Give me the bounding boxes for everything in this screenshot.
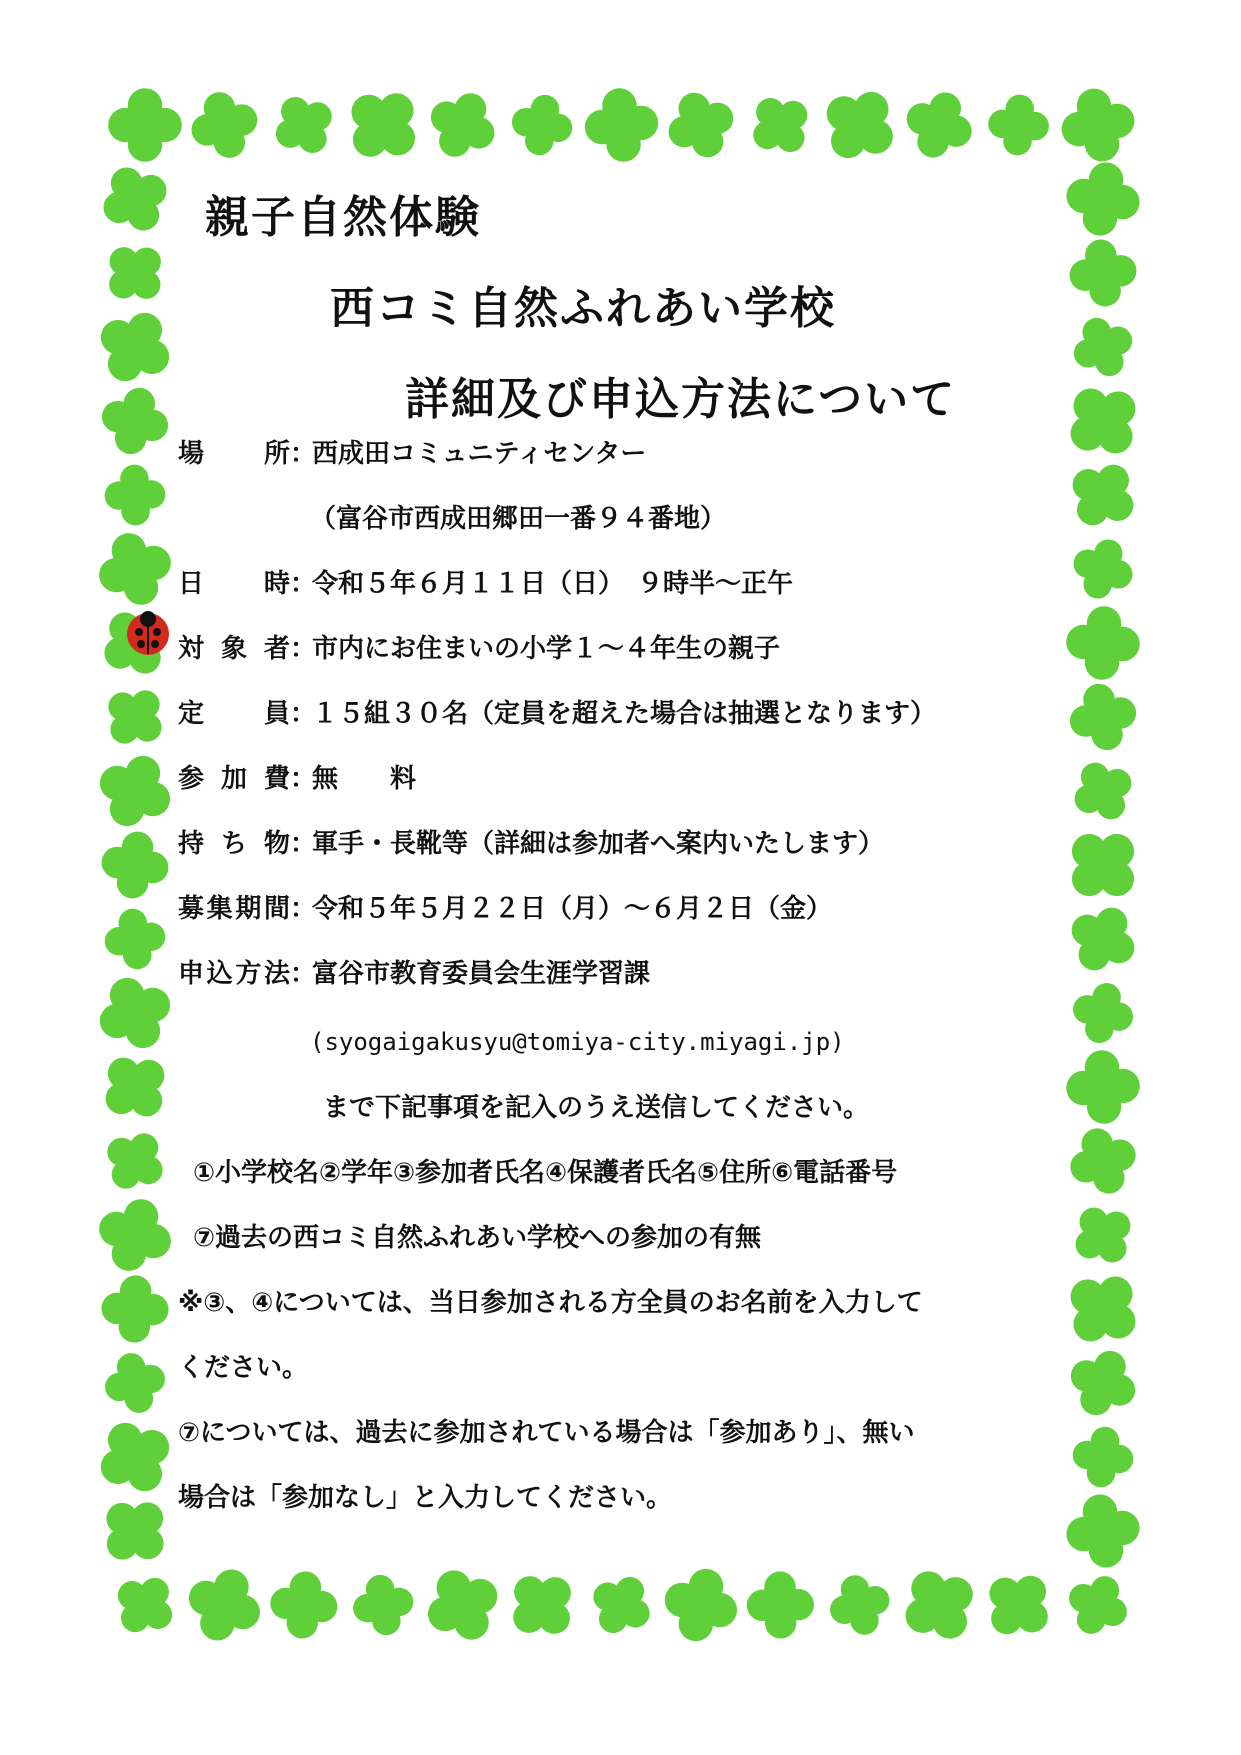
details-heading: 詳細及び申込方法について	[405, 374, 957, 425]
application-instruction: まで下記事項を記入のうえ送信してください。	[323, 1093, 870, 1123]
event-name-title: 西コミ自然ふれあい学校	[330, 283, 836, 334]
four-leaf-clover-icon	[413, 1556, 512, 1655]
four-leaf-clover-icon	[331, 73, 435, 177]
required-fields-line2: ⑦過去の西コミ自然ふれあい学校への参加の有無	[193, 1223, 762, 1253]
four-leaf-clover-icon	[738, 82, 823, 167]
four-leaf-clover-icon	[262, 83, 346, 167]
four-leaf-clover-icon	[888, 1554, 990, 1656]
four-leaf-clover-icon	[1066, 236, 1141, 311]
four-leaf-clover-icon	[101, 905, 170, 974]
apply-row	[178, 961, 650, 987]
capacity-label: 定 員	[178, 699, 290, 729]
four-leaf-clover-icon	[86, 964, 183, 1061]
four-leaf-clover-icon	[183, 83, 266, 166]
four-leaf-clover-icon	[581, 85, 662, 166]
apply-value: 富谷市教育委員会生涯学習課	[312, 959, 651, 989]
target-label: 対象者	[178, 634, 290, 664]
period-label: 募集期間	[178, 894, 290, 924]
four-leaf-clover-icon	[1062, 750, 1145, 833]
four-leaf-clover-icon	[92, 230, 178, 316]
required-fields-line1: ①小学校名②学年③参加者氏名④保護者氏名⑤住所⑥電話番号	[193, 1158, 898, 1188]
four-leaf-clover-icon	[1064, 604, 1141, 681]
four-leaf-clover-icon	[92, 674, 178, 760]
four-leaf-clover-icon	[177, 1557, 272, 1652]
four-leaf-clover-icon	[104, 464, 167, 527]
colon: ：	[290, 634, 317, 664]
four-leaf-clover-icon	[94, 380, 175, 461]
four-leaf-clover-icon	[1059, 1339, 1147, 1427]
four-leaf-clover-icon	[100, 1274, 170, 1344]
four-leaf-clover-icon	[1058, 1565, 1139, 1646]
four-leaf-clover-icon	[1060, 1118, 1145, 1203]
four-leaf-clover-icon	[418, 80, 508, 170]
place-address: （富谷市西成田郷田一番９４番地）	[310, 504, 727, 534]
target-value: 市内にお住まいの小学１～４年生の親子	[312, 634, 781, 664]
four-leaf-clover-icon	[971, 1558, 1066, 1653]
four-leaf-clover-icon	[580, 1563, 663, 1646]
place-value: 西成田コミュニティセンター	[312, 439, 647, 469]
apply-label: 申込方法	[178, 959, 290, 989]
application-email: (syogaigakusyu@tomiya-city.miyagi.jp)	[310, 1028, 845, 1056]
four-leaf-clover-icon	[986, 93, 1051, 158]
four-leaf-clover-icon	[348, 1569, 419, 1640]
datetime-row	[178, 571, 793, 597]
four-leaf-clover-icon	[896, 82, 982, 168]
four-leaf-clover-icon	[1051, 369, 1155, 473]
four-leaf-clover-icon	[1064, 530, 1141, 607]
period-row	[178, 896, 832, 922]
note1-line1: ※③、④については、当日参加される方全員のお名前を入力して	[178, 1288, 923, 1318]
four-leaf-clover-icon	[267, 1569, 340, 1642]
four-leaf-clover-icon	[1063, 677, 1144, 758]
period-value: 令和５年５月２２日（月）～６月２日（金）	[312, 894, 833, 924]
datetime-label: 日 時	[178, 569, 290, 599]
datetime-value: 令和５年６月１１日（日） ９時半～正午	[312, 569, 794, 599]
colon: ：	[290, 439, 317, 469]
four-leaf-clover-icon	[822, 1567, 898, 1643]
target-row	[178, 636, 780, 662]
items-row	[178, 831, 884, 857]
four-leaf-clover-icon	[746, 1571, 814, 1639]
fee-value: 無 料	[312, 764, 417, 794]
four-leaf-clover-icon	[90, 154, 181, 245]
four-leaf-clover-icon	[1063, 307, 1143, 387]
items-value: 軍手・長靴等（詳細は参加者へ案内いたします）	[312, 829, 885, 859]
four-leaf-clover-icon	[1057, 893, 1148, 984]
note1-line2: ください。	[178, 1353, 309, 1383]
four-leaf-clover-icon	[86, 742, 183, 839]
four-leaf-clover-icon	[1061, 157, 1145, 241]
capacity-value: １５組３０名（定員を超えた場合は抽選となります）	[312, 699, 937, 729]
four-leaf-clover-icon	[657, 81, 744, 168]
four-leaf-clover-icon	[88, 1040, 183, 1135]
colon: ：	[290, 699, 317, 729]
four-leaf-clover-icon	[495, 1558, 590, 1653]
event-category-title: 親子自然体験	[205, 192, 481, 243]
four-leaf-clover-icon	[1061, 1489, 1145, 1573]
four-leaf-clover-icon	[97, 827, 173, 903]
place-row	[178, 441, 646, 467]
four-leaf-clover-icon	[808, 74, 911, 177]
four-leaf-clover-icon	[1067, 977, 1140, 1050]
four-leaf-clover-icon	[1064, 1048, 1141, 1125]
colon: ：	[290, 894, 317, 924]
four-leaf-clover-icon	[1051, 1257, 1155, 1361]
four-leaf-clover-icon	[93, 1119, 177, 1203]
place-label: 場 所	[178, 439, 290, 469]
four-leaf-clover-icon	[1051, 813, 1155, 917]
note2-line1: ⑦については、過去に参加されている場合は「参加あり」、無い	[178, 1418, 915, 1448]
four-leaf-clover-icon	[656, 1560, 746, 1650]
items-label: 持ち物	[178, 829, 290, 859]
fee-label: 参加費	[178, 764, 290, 794]
four-leaf-clover-icon	[98, 1346, 172, 1420]
four-leaf-clover-icon	[108, 88, 182, 162]
colon: ：	[290, 569, 317, 599]
four-leaf-clover-icon	[1056, 448, 1150, 542]
capacity-row	[178, 701, 936, 727]
four-leaf-clover-icon	[1054, 81, 1141, 168]
four-leaf-clover-icon	[1061, 1193, 1146, 1278]
note2-line2: 場合は「参加なし」と入力してください。	[178, 1483, 673, 1513]
colon: ：	[290, 959, 317, 989]
four-leaf-clover-icon	[89, 523, 182, 616]
colon: ：	[290, 829, 317, 859]
four-leaf-clover-icon	[507, 90, 577, 160]
four-leaf-clover-icon	[85, 1407, 186, 1508]
four-leaf-clover-icon	[89, 1189, 182, 1282]
four-leaf-clover-icon	[1069, 1423, 1137, 1491]
four-leaf-clover-icon	[102, 1562, 187, 1647]
colon: ：	[290, 764, 317, 794]
four-leaf-clover-icon	[85, 297, 186, 398]
fee-row	[178, 766, 416, 792]
four-leaf-clover-icon	[87, 1483, 182, 1578]
